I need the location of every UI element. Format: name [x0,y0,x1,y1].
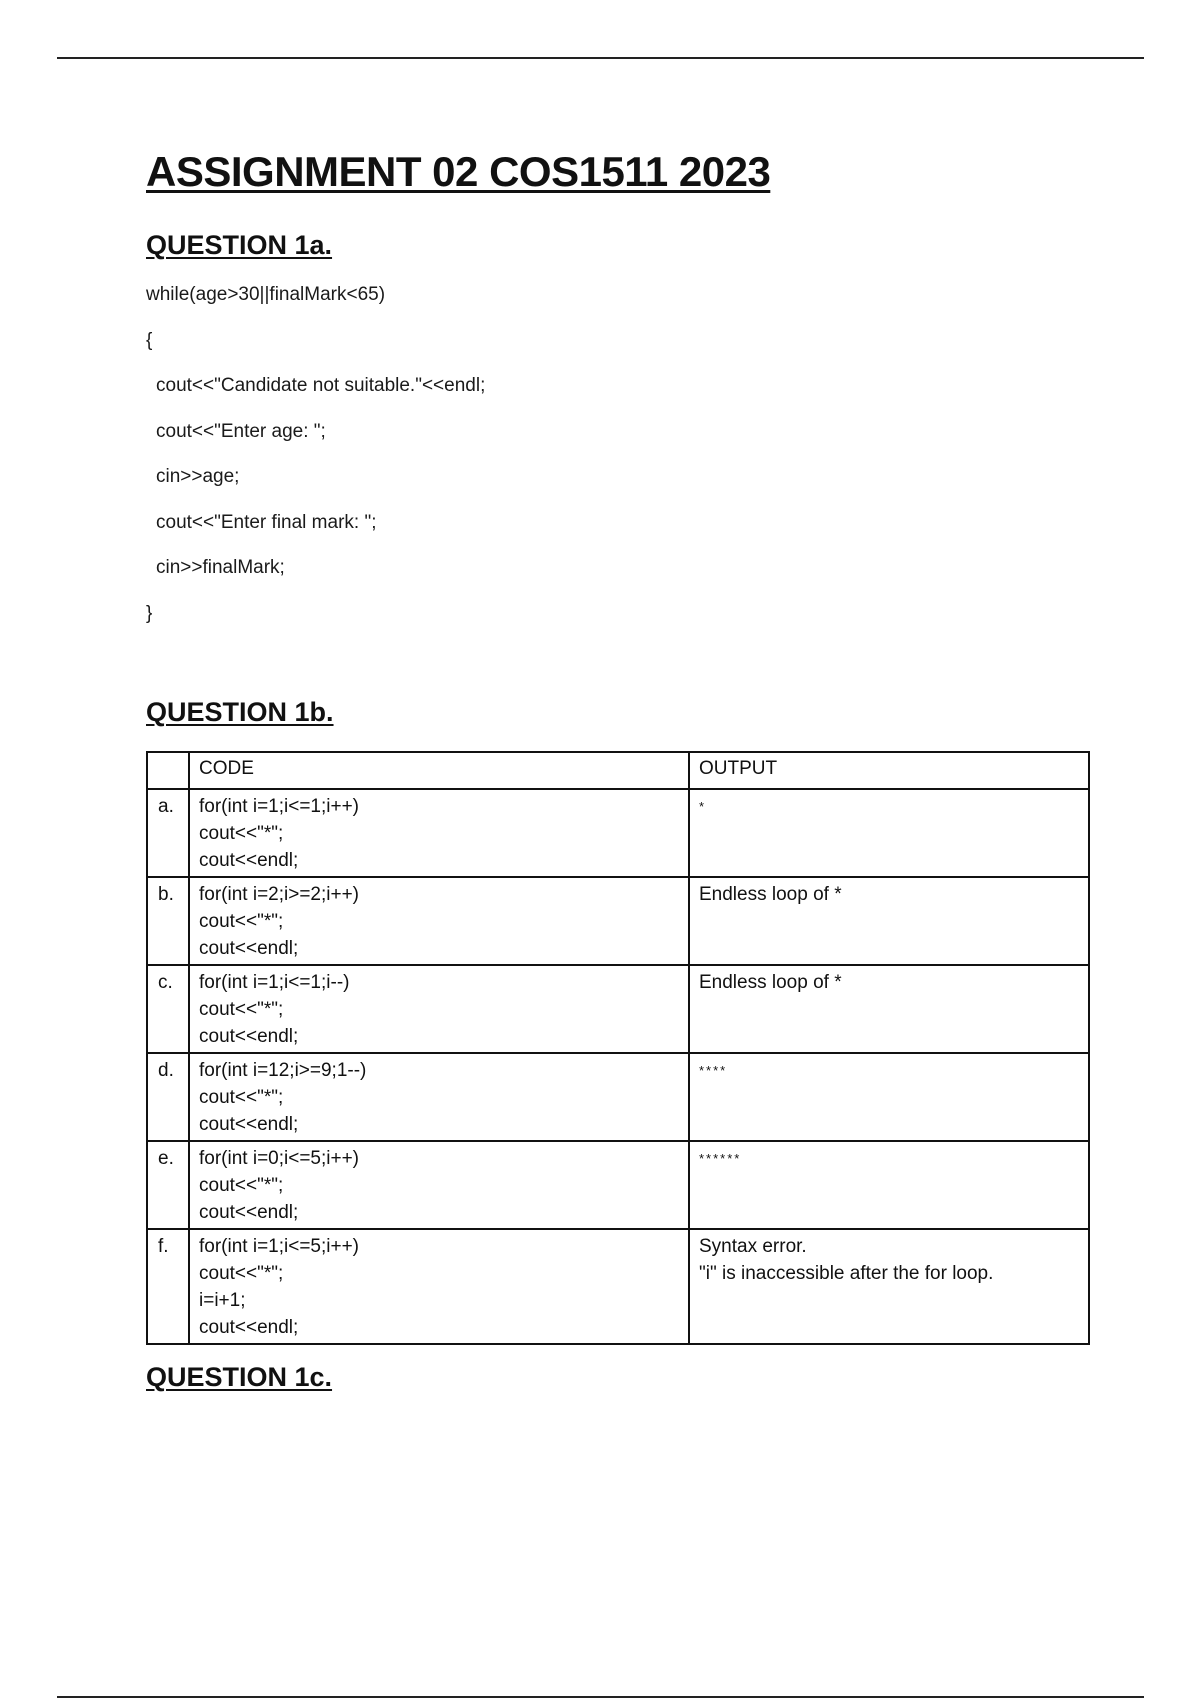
question-1c-heading: QUESTION 1c. [146,1362,333,1392]
bottom-page-rule [57,1696,1144,1698]
row-output-line: "i" is inaccessible after the for loop. [699,1263,994,1284]
row-label: e. [147,1141,189,1229]
row-output-cell [689,1229,1089,1344]
row-output-line: * [699,799,707,814]
question-1a-code-block [146,283,746,647]
row-label: b. [147,877,189,965]
row-code-cell [189,789,689,877]
table-row [147,1229,1089,1344]
row-code-line: cout<<"*"; [199,1175,284,1196]
row-code-cell [189,877,689,965]
header-code-cell: CODE [189,752,689,789]
code-line: cin>>age; [156,466,240,487]
table-row [147,1053,1089,1141]
row-label: c. [147,965,189,1053]
code-line: cout<<"Enter age: "; [156,420,326,442]
header-output-cell: OUTPUT [689,752,1089,789]
code-line: while(age>30||finalMark<65) [146,284,386,305]
row-code-line: cout<<"*"; [199,1263,284,1284]
row-output-line: Endless loop of * [699,972,842,993]
row-code-line: cout<<"*"; [199,1087,284,1108]
row-code-line: for(int i=0;i<=5;i++) [199,1148,360,1169]
row-code-cell [189,965,689,1053]
row-code-line: for(int i=1;i<=1;i--) [199,972,350,993]
row-code-cell [189,1141,689,1229]
row-output-cell [689,1141,1089,1229]
code-line: cout<<"Candidate not suitable."<<endl; [156,375,486,396]
code-line: { [146,329,153,351]
question-1a-heading: QUESTION 1a. [146,230,333,260]
code-line: cout<<"Enter final mark: "; [156,511,377,533]
row-code-line: cout<<endl; [199,1317,299,1338]
row-code-line: cout<<endl; [199,1026,299,1047]
row-output-line: Endless loop of * [699,884,842,905]
code-line: cin>>finalMark; [156,557,285,578]
row-code-line: for(int i=1;i<=1;i++) [199,796,360,817]
table-row [147,877,1089,965]
table-row [147,1141,1089,1229]
code-output-table [146,751,1090,1345]
row-output-cell [689,965,1089,1053]
row-code-line: for(int i=2;i>=2;i++) [199,884,360,905]
row-output-line: Syntax error. [699,1236,807,1257]
row-code-line: cout<<"*"; [199,823,284,844]
document-title: ASSIGNMENT 02 COS1511 2023 [146,148,771,195]
row-output-cell [689,1053,1089,1141]
row-code-line: cout<<"*"; [199,911,284,932]
row-code-line: cout<<"*"; [199,999,284,1020]
table-header-row [147,752,1089,789]
header-label-cell [147,752,189,789]
row-output-cell [689,789,1089,877]
row-output-line: ****** [699,1151,742,1166]
row-code-line: cout<<endl; [199,1202,299,1223]
table-row [147,789,1089,877]
code-line: } [146,602,153,624]
row-code-line: for(int i=1;i<=5;i++) [199,1236,360,1257]
row-code-line: i=i+1; [199,1290,246,1311]
row-code-line: cout<<endl; [199,850,299,871]
row-code-cell [189,1229,689,1344]
row-label: a. [147,789,189,877]
row-code-cell [189,1053,689,1141]
row-code-line: cout<<endl; [199,938,299,959]
row-output-line: **** [699,1063,728,1078]
table-row [147,965,1089,1053]
question-1b-heading: QUESTION 1b. [146,697,334,727]
top-page-rule [57,57,1144,59]
row-label: d. [147,1053,189,1141]
row-label: f. [147,1229,189,1344]
row-code-line: cout<<endl; [199,1114,299,1135]
row-output-cell [689,877,1089,965]
row-code-line: for(int i=12;i>=9;1--) [199,1060,367,1081]
